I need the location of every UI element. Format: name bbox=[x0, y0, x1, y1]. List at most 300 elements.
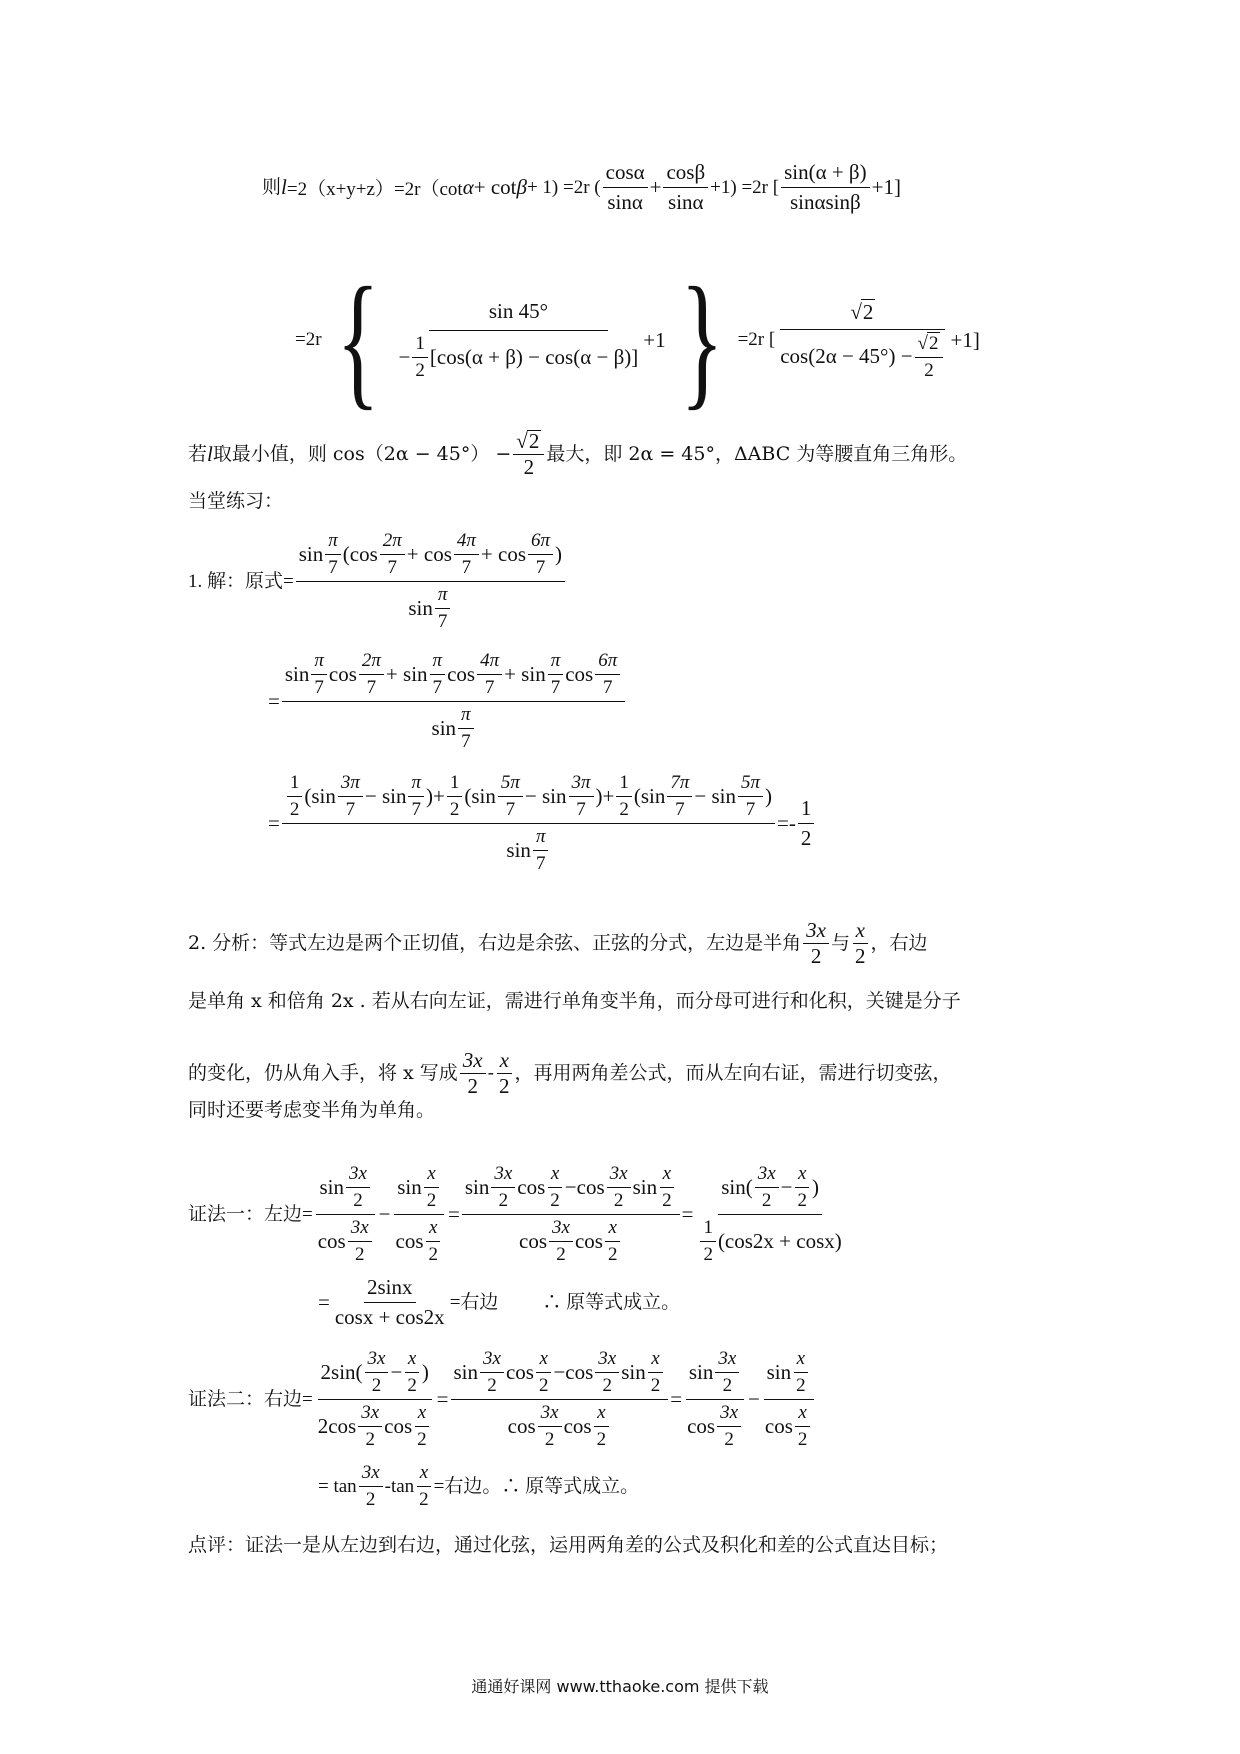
num: 1 bbox=[700, 1217, 716, 1242]
label: 证法一：左边= bbox=[188, 1204, 313, 1225]
q1-line-b bbox=[268, 650, 627, 753]
pi-over-7 bbox=[533, 826, 549, 875]
pi-over-7 bbox=[408, 772, 424, 821]
num: sin $\frac{\pi}{7}$ cos $\frac{2\pi}{7}$ + sin $\frac{\pi}{7}$ cos $\frac{4\pi}{7}$ + sin $\frac{\pi}{7}$ cos $\frac{6\pi}{7}$ bbox=[282, 650, 625, 702]
num: π bbox=[458, 704, 474, 729]
var-l: l bbox=[281, 175, 287, 199]
num: 1 bbox=[412, 333, 428, 358]
den: 2 bbox=[855, 944, 866, 968]
three-x-over-2 bbox=[803, 920, 829, 967]
num bbox=[451, 1348, 669, 1400]
half bbox=[700, 1217, 716, 1266]
conclusion-line bbox=[188, 430, 967, 478]
den bbox=[315, 1400, 435, 1451]
equation-brace bbox=[295, 257, 980, 423]
num: cosβ bbox=[663, 160, 708, 188]
four-pi-over-7 bbox=[477, 650, 502, 699]
num: π bbox=[325, 530, 341, 555]
num: 2π bbox=[380, 530, 405, 555]
den: sinα bbox=[607, 190, 643, 214]
den: 2 bbox=[289, 799, 300, 820]
den: 2 bbox=[365, 1429, 375, 1450]
num: 3x bbox=[595, 1348, 619, 1373]
num: 3x bbox=[460, 1050, 486, 1074]
fraction-cos-beta bbox=[663, 160, 708, 215]
sqrt2-over-2 bbox=[513, 430, 544, 478]
practice-title: 当堂练习： bbox=[188, 490, 284, 512]
den bbox=[396, 331, 642, 382]
den: 2 bbox=[467, 1074, 478, 1098]
den: sinαsinβ bbox=[789, 190, 861, 214]
den: 2 bbox=[371, 1375, 382, 1396]
open-sin: (sin bbox=[633, 784, 666, 808]
eq: = bbox=[436, 1387, 449, 1411]
proof2-line-2 bbox=[318, 1462, 639, 1511]
cos: cos bbox=[317, 1229, 346, 1253]
three-x-over-2 bbox=[715, 1348, 739, 1397]
cos: cos bbox=[574, 1229, 603, 1253]
den: 2 bbox=[703, 1244, 713, 1265]
den: 2 bbox=[449, 799, 460, 820]
x-over-2 bbox=[594, 1402, 610, 1451]
den: 2 bbox=[800, 826, 812, 850]
fraction-sin-sum bbox=[781, 160, 870, 215]
num bbox=[718, 1163, 822, 1215]
den: 2 bbox=[761, 1190, 772, 1211]
minus: − bbox=[553, 1360, 566, 1384]
pi-over-7 bbox=[325, 530, 341, 579]
den: sinα bbox=[668, 190, 704, 214]
proof2-frac-b bbox=[451, 1348, 669, 1451]
x-over-2 bbox=[424, 1163, 440, 1212]
den: 7 bbox=[603, 677, 613, 698]
prefix: =2r bbox=[295, 329, 322, 350]
two-pi-over-7 bbox=[380, 530, 405, 579]
pi-over-7 bbox=[458, 704, 474, 753]
den: 2 bbox=[417, 1429, 427, 1450]
right-brace: } bbox=[679, 257, 724, 423]
den bbox=[516, 1215, 625, 1266]
result-half bbox=[798, 796, 815, 851]
cos: cos bbox=[395, 1229, 424, 1253]
fraction-sin45 bbox=[396, 299, 642, 382]
x-over-2 bbox=[536, 1348, 552, 1397]
den-a: cos(2α − 45°) − bbox=[780, 344, 913, 368]
sin: sin bbox=[431, 716, 457, 740]
den: 2 bbox=[650, 1375, 661, 1396]
text: 的变化，仍从角入手，将 x 写成 bbox=[188, 1062, 458, 1084]
three-x-over-2 bbox=[717, 1402, 741, 1451]
eq: = bbox=[670, 1387, 683, 1411]
num: 6π bbox=[528, 530, 553, 555]
text-then: 则 bbox=[262, 177, 282, 198]
num: 4π bbox=[477, 650, 502, 675]
num: 4π bbox=[454, 530, 479, 555]
q1-frac-b bbox=[282, 650, 625, 753]
num: cosα bbox=[603, 160, 648, 188]
tail: =右边。∴ 原等式成立。 bbox=[433, 1476, 640, 1497]
num: x bbox=[415, 1402, 429, 1427]
num: x bbox=[648, 1348, 662, 1373]
num: √2 bbox=[780, 299, 945, 330]
x-over-2 bbox=[416, 1462, 432, 1511]
two-sin-open: 2sin( bbox=[320, 1360, 363, 1384]
num: 1 bbox=[447, 772, 463, 797]
den: 2 bbox=[498, 1190, 509, 1211]
den bbox=[393, 1215, 447, 1266]
den: 2 bbox=[722, 1375, 733, 1396]
den bbox=[405, 582, 455, 633]
two-pi-over-7 bbox=[359, 650, 384, 699]
den: 2 bbox=[924, 359, 934, 381]
num: π bbox=[408, 772, 424, 797]
num bbox=[296, 530, 565, 582]
num: 5π bbox=[498, 772, 523, 797]
pi-over-7 bbox=[430, 650, 446, 699]
num: x bbox=[405, 1348, 419, 1373]
x-over-2 bbox=[648, 1348, 664, 1397]
mid: =2r [ bbox=[737, 329, 776, 350]
minus-sin: − sin bbox=[694, 784, 737, 808]
x-over-2 bbox=[793, 1348, 809, 1397]
den bbox=[503, 824, 553, 875]
open-sin: (sin bbox=[464, 784, 496, 808]
num: π bbox=[533, 826, 549, 851]
x-over-2 bbox=[547, 1163, 563, 1212]
sin: sin bbox=[506, 838, 531, 862]
num: x bbox=[417, 1462, 431, 1487]
three-pi-over-7 bbox=[569, 772, 594, 821]
sin: sin bbox=[319, 1175, 344, 1199]
den: 7 bbox=[328, 557, 338, 578]
plus-one: +1 bbox=[643, 327, 666, 352]
pi-over-7 bbox=[548, 650, 564, 699]
close: ) bbox=[555, 542, 563, 566]
den: 7 bbox=[675, 799, 685, 820]
sin: sin bbox=[688, 1360, 714, 1384]
proof2-frac-a bbox=[315, 1348, 435, 1451]
cos: cos bbox=[563, 1414, 592, 1438]
x-over-2 bbox=[795, 1402, 811, 1451]
three-x-over-2 bbox=[358, 1402, 382, 1451]
sin: sin bbox=[397, 1175, 422, 1199]
num: 3x bbox=[607, 1163, 631, 1188]
three-x-over-2 bbox=[348, 1217, 372, 1266]
cos: cos bbox=[764, 1414, 793, 1438]
q1-frac-main bbox=[296, 530, 565, 633]
num: 3x bbox=[755, 1163, 779, 1188]
x-over-2 bbox=[414, 1402, 430, 1451]
num: 3π bbox=[338, 772, 363, 797]
proof1-line-2 bbox=[318, 1275, 680, 1330]
num: 3x bbox=[803, 920, 829, 944]
minus: − bbox=[378, 1202, 391, 1226]
tail: =右边 bbox=[449, 1292, 499, 1313]
bracket: [cos(α + β) − cos(α − β)] bbox=[429, 344, 639, 369]
num: x bbox=[605, 1217, 619, 1242]
den: 2 bbox=[596, 1429, 607, 1450]
x-over-2 bbox=[659, 1163, 675, 1212]
plus: + bbox=[602, 784, 615, 808]
den: 7 bbox=[432, 677, 443, 698]
num: x bbox=[795, 1402, 809, 1427]
label: 证法二：右边= bbox=[188, 1389, 313, 1410]
num: 3x bbox=[538, 1402, 562, 1427]
cos: cos bbox=[447, 662, 476, 686]
cos: cos bbox=[687, 1414, 716, 1438]
num: x bbox=[794, 1348, 808, 1373]
sin-diff-over-sum bbox=[695, 1163, 844, 1266]
num: 3x bbox=[549, 1217, 573, 1242]
den: 2 bbox=[354, 1244, 365, 1265]
pi-over-7 bbox=[311, 650, 327, 699]
close: ) bbox=[765, 784, 773, 808]
close: ) bbox=[421, 1360, 429, 1384]
close: ) bbox=[426, 784, 434, 808]
sin: sin bbox=[298, 542, 324, 566]
footer: 通通好课网 www.tthaoke.com 提供下载 bbox=[471, 1677, 769, 1696]
minus: − bbox=[398, 344, 411, 369]
plus-sin: + sin bbox=[504, 662, 546, 686]
three-x-over-2 bbox=[346, 1163, 370, 1212]
num: x bbox=[497, 1050, 512, 1074]
num bbox=[282, 772, 775, 824]
proof2-line-1 bbox=[188, 1348, 817, 1451]
tan-x-2 bbox=[762, 1348, 816, 1451]
open-sin: (sin bbox=[304, 784, 336, 808]
den bbox=[762, 1400, 816, 1451]
result-eq: =- bbox=[777, 811, 796, 835]
sin-open: sin( bbox=[721, 1175, 753, 1199]
num bbox=[462, 1163, 680, 1215]
plus: + bbox=[433, 784, 445, 808]
den: 7 bbox=[411, 799, 421, 820]
plus-cot: + cot bbox=[473, 175, 517, 199]
num: x bbox=[853, 920, 868, 944]
eq: = bbox=[268, 811, 280, 835]
den: 7 bbox=[345, 799, 356, 820]
open: (cos bbox=[342, 542, 378, 566]
x-over-2 bbox=[605, 1217, 621, 1266]
num: 7π bbox=[667, 772, 692, 797]
cos: cos bbox=[507, 1414, 536, 1438]
den bbox=[429, 702, 479, 753]
den: 2 bbox=[523, 455, 535, 479]
den: 7 bbox=[505, 799, 516, 820]
five-pi-over-7 bbox=[738, 772, 763, 821]
equation-l-expansion: 则 l =2（x+y+z）=2r（cot α + cot β + 1) =2r ( $\frac{\cos\alpha}{\sin\alpha}$ + $\frac{\cos\beta}{\sin\alpha}$ +1) =2r [ $\frac{\sin(\alpha + \beta)}{\sin\alpha\sin\beta}$ +1] bbox=[262, 160, 901, 214]
den: 2 bbox=[487, 1375, 497, 1396]
fraction-cos-alpha bbox=[603, 160, 648, 215]
den: 2 bbox=[797, 1429, 808, 1450]
minus: - bbox=[487, 1062, 495, 1084]
num: π bbox=[311, 650, 327, 675]
den: 7 bbox=[437, 611, 448, 632]
three-x-over-2 bbox=[491, 1163, 515, 1212]
den: 7 bbox=[484, 677, 495, 698]
num: x bbox=[594, 1402, 608, 1427]
end: +1] bbox=[950, 327, 980, 352]
x-over-2 bbox=[404, 1348, 420, 1397]
den: 2 bbox=[797, 1190, 807, 1211]
eq: = bbox=[681, 1202, 694, 1226]
cos: cos bbox=[565, 662, 594, 686]
eq: = bbox=[268, 689, 280, 713]
seven-pi-over-7 bbox=[667, 772, 692, 821]
sin: sin bbox=[408, 596, 433, 620]
den bbox=[695, 1215, 844, 1266]
plus-one: + 1) =2r ( bbox=[526, 176, 601, 198]
num: 3x bbox=[491, 1163, 515, 1188]
proof1-result-frac bbox=[332, 1275, 448, 1330]
den: 7 bbox=[366, 677, 377, 698]
sin: sin bbox=[632, 1175, 658, 1199]
three-x-over-2 bbox=[538, 1402, 562, 1451]
num bbox=[316, 1163, 374, 1215]
den bbox=[777, 330, 948, 382]
cos: cos bbox=[519, 1229, 547, 1253]
num: 6π bbox=[595, 650, 620, 675]
mid: +1) =2r [ bbox=[710, 176, 780, 198]
den: 7 bbox=[576, 799, 586, 820]
left-brace: { bbox=[335, 257, 380, 423]
num: 5π bbox=[738, 772, 763, 797]
minus: − bbox=[564, 1175, 577, 1199]
den: 2 bbox=[796, 1375, 806, 1396]
num: 2sinx bbox=[364, 1275, 416, 1303]
fraction-sqrt2 bbox=[777, 299, 948, 382]
den: 2 bbox=[556, 1244, 566, 1265]
cos: cos bbox=[517, 1175, 546, 1199]
text-a: 若 bbox=[188, 442, 208, 465]
num: x bbox=[660, 1163, 674, 1188]
three-x-over-2 bbox=[607, 1163, 631, 1212]
den: 2 bbox=[619, 799, 629, 820]
q2-line-3 bbox=[188, 1050, 952, 1097]
den: 2 bbox=[662, 1190, 672, 1211]
den: 7 bbox=[461, 731, 471, 752]
q1-frac-c bbox=[282, 772, 775, 875]
den: 7 bbox=[535, 853, 546, 874]
den: 2 bbox=[365, 1489, 376, 1510]
eq-part: =2（x+y+z）=2r（cot bbox=[286, 179, 463, 200]
cos: cos bbox=[505, 1360, 534, 1384]
proof1-line-1 bbox=[188, 1163, 847, 1266]
eq: = bbox=[318, 1290, 330, 1314]
minus: − bbox=[390, 1360, 403, 1384]
minus-sin: − sin bbox=[524, 784, 567, 808]
den: 2 bbox=[426, 1190, 437, 1211]
radicand: 2 bbox=[528, 429, 540, 453]
sin-diff-expanded bbox=[462, 1163, 680, 1266]
num bbox=[394, 1163, 444, 1215]
three-x-over-2 bbox=[359, 1462, 383, 1511]
den bbox=[315, 1215, 377, 1266]
den bbox=[505, 1400, 614, 1451]
cos-sum: (cos2x + cosx) bbox=[717, 1229, 842, 1253]
num: π bbox=[435, 584, 451, 609]
plus-sin: + sin bbox=[385, 662, 428, 686]
minus-sin: − sin bbox=[364, 784, 407, 808]
q2-line-1 bbox=[188, 920, 928, 967]
q2-line-4: 同时还要考虑变半角为单角。 bbox=[188, 1099, 436, 1121]
eq: = bbox=[448, 1202, 460, 1226]
text: ，再用两角差公式，而从左向右证，需进行切变弦， bbox=[514, 1062, 952, 1084]
den: 7 bbox=[550, 677, 561, 698]
half bbox=[287, 772, 303, 821]
den: 7 bbox=[387, 557, 398, 578]
text-b: 取最小值，则 cos（2α − 45°） − bbox=[212, 442, 512, 465]
den: 7 bbox=[745, 799, 756, 820]
q1-label: 1. 解：原式= bbox=[188, 571, 294, 592]
end: +1] bbox=[871, 175, 901, 199]
comment: 点评：证法一是从左边到右边，通过化弦，运用两角差的公式及积化和差的公式直达目标； bbox=[188, 1534, 949, 1556]
den: 2 bbox=[419, 1489, 429, 1510]
den: 2 bbox=[544, 1429, 555, 1450]
minus: − bbox=[748, 1387, 760, 1411]
sqrt2-over-2 bbox=[915, 332, 944, 382]
q2-line-2: 是单角 x 和倍角 2x . 若从右向左证，需进行单角变半角，而分母可进行和化积，关键是分子 bbox=[188, 990, 961, 1012]
den bbox=[684, 1400, 746, 1451]
den: 2 bbox=[538, 1375, 549, 1396]
cos: cos bbox=[565, 1360, 594, 1384]
den: 2 bbox=[724, 1429, 734, 1450]
text: 2. 分析：等式左边是两个正切值，右边是余弦、正弦的分式，左边是半角 bbox=[188, 932, 802, 954]
alpha: α bbox=[462, 175, 474, 199]
six-pi-over-7 bbox=[595, 650, 620, 699]
x-over-2 bbox=[496, 1050, 513, 1097]
sin: sin bbox=[766, 1360, 792, 1384]
plus-cos: + cos bbox=[480, 542, 527, 566]
num: 3π bbox=[569, 772, 594, 797]
five-pi-over-7 bbox=[498, 772, 523, 821]
tan-x-2 bbox=[393, 1163, 447, 1266]
six-pi-over-7 bbox=[528, 530, 553, 579]
sin: sin bbox=[453, 1360, 479, 1384]
den: 2 bbox=[499, 1074, 510, 1098]
plus-cos: + cos bbox=[406, 542, 452, 566]
sin: sin bbox=[464, 1175, 490, 1199]
close: ) bbox=[595, 784, 603, 808]
num: 1 bbox=[616, 772, 632, 797]
num: 3x bbox=[717, 1402, 741, 1427]
minus: − bbox=[780, 1175, 793, 1199]
num bbox=[686, 1348, 744, 1400]
num: sin(α + β) bbox=[781, 160, 870, 188]
den: 2 bbox=[428, 1244, 438, 1265]
num: sin 45° bbox=[429, 299, 608, 331]
three-x-over-2 bbox=[595, 1348, 619, 1397]
den: 2 bbox=[407, 1375, 417, 1396]
half bbox=[412, 333, 428, 382]
den: 7 bbox=[461, 557, 472, 578]
num: x bbox=[795, 1163, 809, 1188]
den: 2 bbox=[607, 1244, 618, 1265]
cos: cos bbox=[576, 1175, 605, 1199]
den: 2 bbox=[353, 1190, 363, 1211]
with: 与 bbox=[831, 932, 851, 954]
four-pi-over-7 bbox=[454, 530, 479, 579]
three-x-over-2 bbox=[755, 1163, 779, 1212]
sin: sin bbox=[621, 1360, 646, 1384]
minus-tan: -tan bbox=[384, 1476, 415, 1497]
den: 7 bbox=[535, 557, 546, 578]
tan-3x-2 bbox=[684, 1348, 746, 1451]
num: √2 bbox=[915, 332, 944, 358]
q1-line-c bbox=[268, 772, 816, 875]
num: π bbox=[548, 650, 564, 675]
therefore: ∴ 原等式成立。 bbox=[542, 1292, 681, 1313]
